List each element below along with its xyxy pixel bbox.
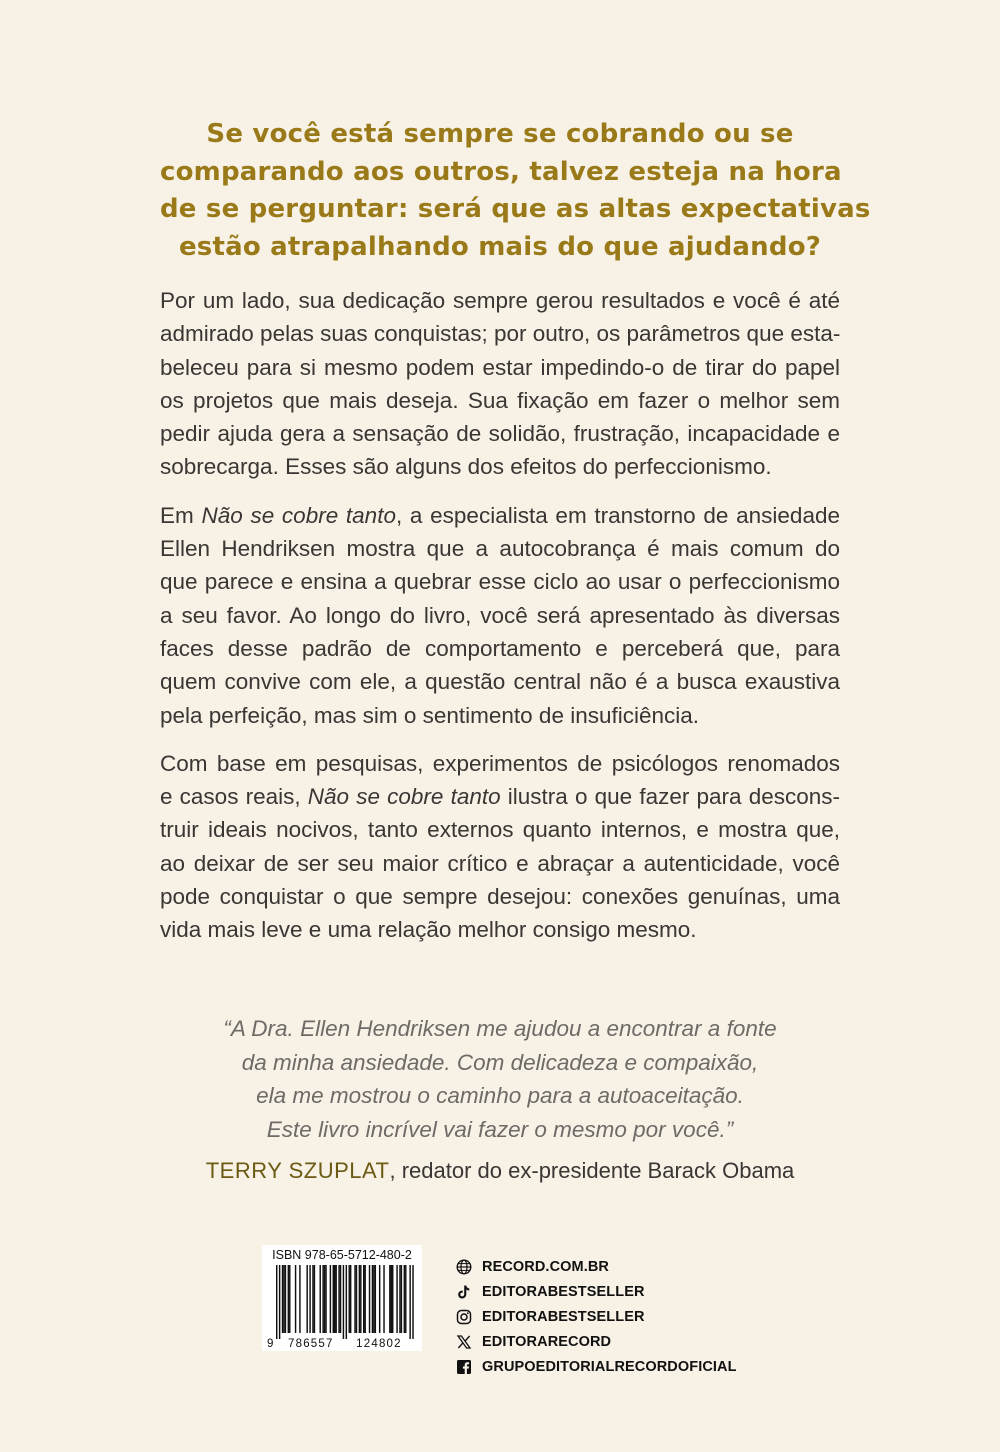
- social-label: RECORD.COM.BR: [482, 1258, 609, 1275]
- text-line: [160, 499, 840, 532]
- headline: [160, 116, 871, 266]
- book-title: Não se cobre tanto: [307, 784, 501, 810]
- text-line: [160, 780, 840, 813]
- barcode-bar: [335, 1265, 336, 1333]
- text-segment: e casos reais,: [160, 784, 308, 810]
- headline-line: estão atrapalhando mais do que ajudando?: [178, 231, 822, 262]
- text-line: admirado pelas suas conquistas; por outro, os parâmetros que esta-: [160, 321, 841, 347]
- headline-line: de se perguntar: será que as altas expectativas: [160, 194, 871, 224]
- text-line: quem convive com ele, a questão central não é a busca exaustiva: [160, 669, 840, 695]
- barcode-bar: [412, 1265, 413, 1339]
- barcode-bar: [396, 1265, 397, 1333]
- facebook-icon: [455, 1358, 473, 1376]
- paragraph-1: [160, 284, 840, 484]
- text-segment: ilustra o que fazer para descons-: [500, 784, 840, 810]
- barcode-bars: [266, 1265, 418, 1349]
- quote-line: ela me mostrou o caminho para a autoaceitação.: [256, 1083, 744, 1108]
- barcode-bar: [360, 1265, 361, 1333]
- social-link-website[interactable]: [455, 1254, 775, 1279]
- barcode-bar: [324, 1265, 325, 1333]
- instagram-icon: [455, 1308, 473, 1326]
- text-line: ao deixar de ser seu maior crítico e abraçar a autenticidade, você: [160, 850, 840, 876]
- barcode-bar: [369, 1265, 370, 1333]
- barcode-bar: [350, 1265, 351, 1333]
- text-line: a seu favor. Ao longo do livro, você será apresentado às diversas: [160, 602, 840, 628]
- barcode-bar: [391, 1265, 392, 1333]
- social-link-x[interactable]: [455, 1329, 775, 1354]
- barcode-bar: [276, 1265, 277, 1339]
- barcode-bar: [375, 1265, 376, 1333]
- text-line: truir ideais nocivos, tanto externos quanto internos, e mostra que,: [160, 817, 840, 843]
- headline-line: Se você está sempre se cobrando ou se: [206, 119, 794, 149]
- barcode-bar: [340, 1265, 341, 1333]
- text-line: sobrecarga. Esses são alguns dos efeitos do perfeccionismo.: [160, 454, 772, 480]
- quote-line: da minha ansiedade. Com delicadeza e compaixão,: [241, 1049, 759, 1075]
- isbn-barcode: [262, 1245, 422, 1351]
- text-line: que parece e ensina a quebrar esse ciclo ao usar o perfeccionismo: [160, 569, 840, 595]
- globe-icon: [455, 1258, 473, 1276]
- text-line: pode conquistar o que sempre desejou: conexões genuínas, uma: [160, 884, 840, 910]
- quote-attribution: [160, 1158, 840, 1184]
- barcode-bar: [392, 1265, 393, 1333]
- paragraph-2: [160, 499, 840, 732]
- barcode-digits: 786557: [288, 1338, 334, 1349]
- barcode-bar: [354, 1265, 355, 1333]
- text-line: vida mais leve e uma relação melhor consigo mesmo.: [160, 917, 697, 943]
- x-icon: [455, 1333, 473, 1351]
- paragraph-3: [160, 747, 840, 947]
- barcode-bar: [373, 1265, 374, 1333]
- barcode-bar: [405, 1265, 406, 1333]
- barcode-bar: [383, 1265, 384, 1333]
- quote-line: Este livro incrível vai fazer o mesmo por você.”: [266, 1116, 734, 1142]
- headline-line: comparando aos outros, talvez esteja na hora: [160, 156, 842, 187]
- barcode-digits: 124802: [356, 1338, 402, 1349]
- barcode-bar: [379, 1265, 380, 1333]
- barcode-bar: [364, 1265, 365, 1333]
- isbn-label: ISBN 978-65-5712-480-2: [272, 1248, 412, 1262]
- barcode-bar: [356, 1265, 357, 1333]
- barcode-bar: [283, 1265, 284, 1333]
- book-title: Não se cobre tanto: [201, 502, 396, 528]
- barcode-bar: [285, 1265, 286, 1333]
- barcode-bar: [409, 1265, 410, 1339]
- social-label: EDITORABESTSELLER: [482, 1308, 645, 1325]
- barcode-bar: [289, 1265, 290, 1333]
- barcode-bar: [404, 1265, 405, 1333]
- text-line: Ellen Hendriksen mostra que a autocobrança é mais comum do: [160, 536, 840, 562]
- synopsis: [160, 284, 840, 962]
- barcode-bar: [399, 1265, 400, 1333]
- social-label: GRUPOEDITORIALRECORDOFICIAL: [482, 1358, 737, 1375]
- barcode-bar: [363, 1265, 364, 1333]
- barcode-bar: [295, 1265, 296, 1333]
- text-segment: Em: [160, 502, 202, 528]
- social-link-instagram[interactable]: [455, 1304, 775, 1329]
- barcode-bar: [330, 1265, 331, 1333]
- barcode-bar: [322, 1265, 323, 1333]
- barcode-bar: [320, 1265, 321, 1333]
- barcode-bar: [338, 1265, 339, 1333]
- text-segment: , a especialista em transtorno de ansiedade: [395, 502, 840, 528]
- barcode-bar: [309, 1265, 310, 1333]
- attribution-name: TERRY SZUPLAT: [205, 1158, 390, 1183]
- barcode-bar: [279, 1265, 280, 1339]
- barcode-bar: [359, 1265, 360, 1333]
- quote-line: “A Dra. Ellen Hendriksen me ajudou a encontrar a fonte: [223, 1016, 777, 1041]
- social-label: EDITORARECORD: [482, 1333, 612, 1350]
- barcode-bar: [282, 1265, 283, 1333]
- text-line: pedir ajuda gera a sensação de solidão, frustração, incapacidade e: [160, 421, 840, 447]
- barcode-bar: [389, 1265, 390, 1333]
- barcode-bar: [314, 1265, 315, 1333]
- barcode-bar: [312, 1265, 313, 1333]
- text-line: os projetos que mais deseja. Sua fixação em fazer o melhor sem: [160, 387, 840, 413]
- text-line: pela perfeição, mas sim o sentimento de insuficiência.: [160, 702, 700, 728]
- barcode-bar: [401, 1265, 402, 1333]
- barcode-bar: [288, 1265, 289, 1333]
- social-link-facebook[interactable]: [455, 1354, 775, 1379]
- endorsement-quote: [160, 1012, 840, 1146]
- barcode-bar: [306, 1265, 307, 1333]
- barcode-bar: [372, 1265, 373, 1333]
- barcode-digits: 9: [267, 1338, 275, 1349]
- text-line: beleceu para si mesmo podem estar impedindo-o de tirar do papel: [160, 354, 840, 380]
- barcode-bar: [299, 1265, 300, 1333]
- tiktok-icon: [455, 1283, 473, 1301]
- barcode-bar: [333, 1265, 334, 1333]
- text-line: faces desse padrão de comportamento e perceberá que, para: [160, 635, 840, 661]
- text-line: Por um lado, sua dedicação sempre gerou resultados e você é até: [160, 288, 840, 313]
- social-link-tiktok[interactable]: [455, 1279, 775, 1304]
- barcode-bar: [349, 1265, 350, 1333]
- social-label: EDITORABESTSELLER: [482, 1283, 645, 1300]
- text-line: Com base em pesquisas, experimentos de psicólogos renomados: [160, 750, 840, 776]
- attribution-role: , redator do ex-presidente Barack Obama: [389, 1158, 795, 1183]
- social-links: [455, 1254, 775, 1379]
- barcode-bar: [343, 1265, 344, 1339]
- barcode-bar: [334, 1265, 335, 1333]
- barcode-bar: [346, 1265, 347, 1339]
- barcode-bar: [325, 1265, 326, 1333]
